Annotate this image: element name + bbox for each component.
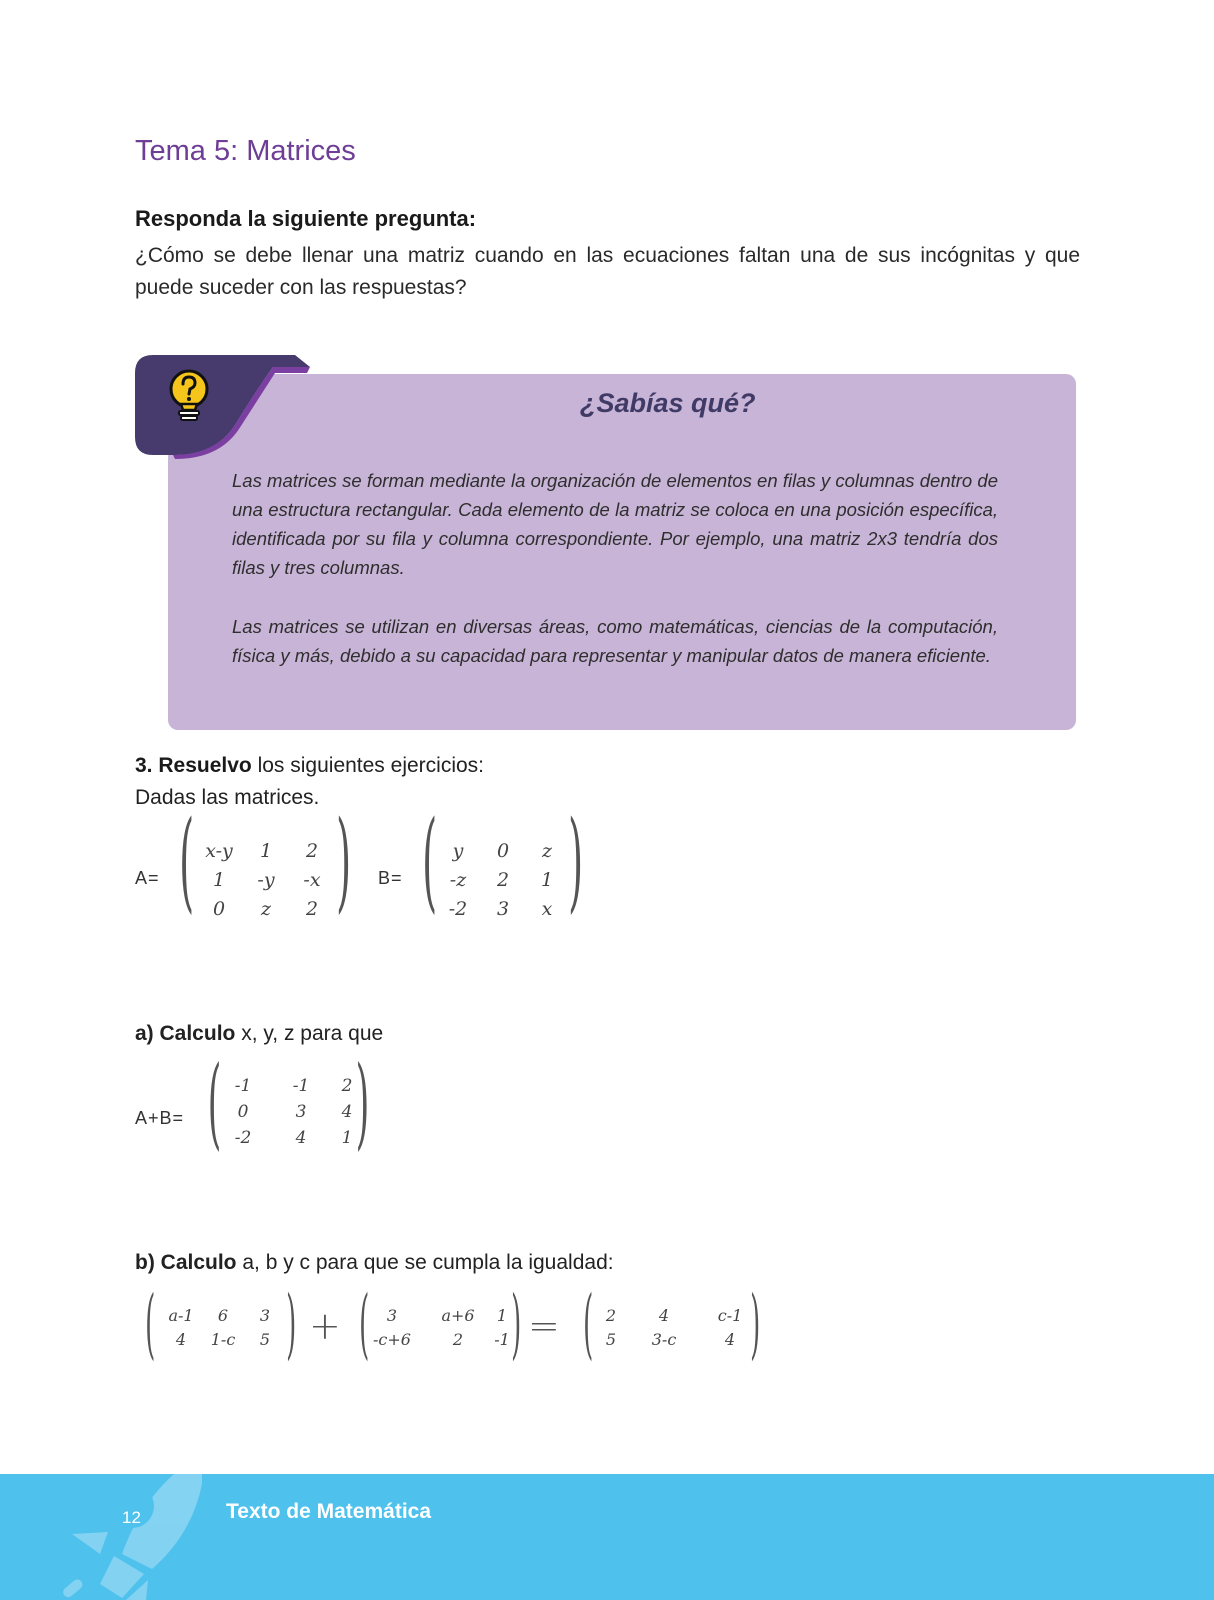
matrix-cell: 2	[452, 1330, 464, 1349]
matrix-cell: 4	[724, 1330, 736, 1349]
matrix-cell: 3-c	[651, 1330, 677, 1349]
part-b-text: a, b y c para que se cumpla la igualdad:	[236, 1251, 614, 1274]
part-b-heading	[135, 1251, 614, 1275]
left-paren: (	[179, 797, 195, 925]
left-paren: (	[145, 1281, 156, 1369]
matrix-cell: y	[452, 840, 464, 862]
matrix-cell: 3	[295, 1102, 307, 1122]
matrix-cell: 1	[341, 1128, 353, 1148]
matrix-cell: 4	[341, 1102, 353, 1122]
matrix-cell: -1	[494, 1330, 510, 1349]
left-paren: (	[359, 1281, 370, 1369]
matrix-cell: -2	[448, 898, 468, 920]
matrix-cell: 3	[496, 898, 510, 920]
sum-label: A+B=	[135, 1108, 185, 1128]
matrix-cell: 1	[212, 869, 226, 891]
matrix-cell: -c+6	[373, 1330, 411, 1349]
exercise-number: 3. Resuelvo	[135, 754, 252, 777]
matrix-cell: -1	[234, 1076, 252, 1096]
matrix-cell: -z	[449, 869, 467, 891]
matrix-b-label: B=	[378, 868, 403, 888]
matrix-a-label: A=	[135, 868, 160, 888]
lightbulb-question-icon	[166, 368, 212, 426]
matrix-cell: 5	[259, 1330, 271, 1349]
left-paren: (	[422, 797, 438, 925]
part-a-label: a) Calculo	[135, 1022, 236, 1045]
matrix-cell: c-1	[717, 1306, 743, 1325]
matrix-cell: 4	[175, 1330, 187, 1349]
matrix-cell: a-1	[168, 1306, 194, 1325]
right-paren: )	[511, 1281, 522, 1369]
right-paren: )	[750, 1281, 761, 1369]
matrix-cell: 4	[658, 1306, 670, 1325]
matrix-cell: 4	[295, 1128, 307, 1148]
matrix-cell: 1	[259, 840, 273, 862]
right-paren: )	[286, 1281, 297, 1369]
left-paren: (	[207, 1046, 222, 1162]
matrix-cell: 2	[305, 840, 319, 862]
matrix-cell: z	[260, 898, 272, 920]
info-paragraph-1: Las matrices se forman mediante la organización de elementos en filas y columnas dentro de una estructura rectangular. Cada elemento de la matriz se coloca en una posición específica, identificada por su fila y columna correspondiente. Por ejemplo, una matriz 2x3 tendría dos filas y tres columnas.	[232, 470, 998, 578]
matrix-cell: x	[541, 898, 553, 920]
part-b-label: b) Calculo	[135, 1251, 237, 1274]
matrix-cell: 2	[605, 1306, 617, 1325]
matrix-cell: -x	[303, 869, 321, 891]
matrix-cell: 2	[496, 869, 510, 891]
matrix-cell: -2	[234, 1128, 252, 1148]
question-heading: Responda la siguiente pregunta:	[135, 206, 477, 231]
info-heading: ¿Sabías qué?	[580, 388, 756, 418]
matrix-cell: 6	[217, 1306, 229, 1325]
matrix-cell: 0	[212, 898, 226, 920]
matrix-cell: 1	[540, 869, 554, 891]
part-a-heading	[135, 1022, 383, 1046]
plus-sign: +	[309, 1304, 341, 1348]
matrix-cell: 5	[605, 1330, 617, 1349]
rocket-icon	[52, 1474, 202, 1600]
question-text: ¿Cómo se debe llenar una matriz cuando en las ecuaciones faltan una de sus incógnitas y que puede suceder con las respuestas?	[135, 244, 1080, 299]
matrix-cell: 1	[496, 1306, 508, 1325]
matrix-cell: z	[541, 840, 553, 862]
page-number: 12	[122, 1508, 141, 1527]
exercise-given: Dadas las matrices.	[135, 786, 320, 809]
right-paren: )	[355, 1046, 370, 1162]
matrix-cell: -1	[292, 1076, 310, 1096]
exercise-intro: los siguientes ejercicios:	[251, 754, 485, 777]
matrix-cell: 2	[305, 898, 319, 920]
info-tab	[135, 355, 310, 460]
equals-sign: =	[528, 1304, 560, 1348]
matrix-cell: 3	[259, 1306, 271, 1325]
right-paren: )	[336, 797, 352, 925]
matrix-cell: a+6	[441, 1306, 475, 1325]
matrix-cell: 0	[237, 1102, 249, 1122]
page-title: Tema 5: Matrices	[135, 135, 356, 167]
part-a-text: x, y, z para que	[235, 1022, 384, 1045]
footer-title: Texto de Matemática	[226, 1500, 432, 1523]
matrix-cell: -y	[257, 869, 275, 891]
matrix-cell: 3	[386, 1306, 398, 1325]
info-paragraph-2: Las matrices se utilizan en diversas áreas, como matemáticas, ciencias de la computación, física y más, debido a su capacidad para representar y manipular datos de manera eficiente.	[232, 616, 998, 666]
left-paren: (	[583, 1281, 594, 1369]
matrix-cell: 1-c	[210, 1330, 236, 1349]
matrix-cell: 0	[496, 840, 510, 862]
right-paren: )	[568, 797, 584, 925]
matrix-cell: x-y	[205, 840, 233, 862]
matrix-cell: 2	[341, 1076, 353, 1096]
